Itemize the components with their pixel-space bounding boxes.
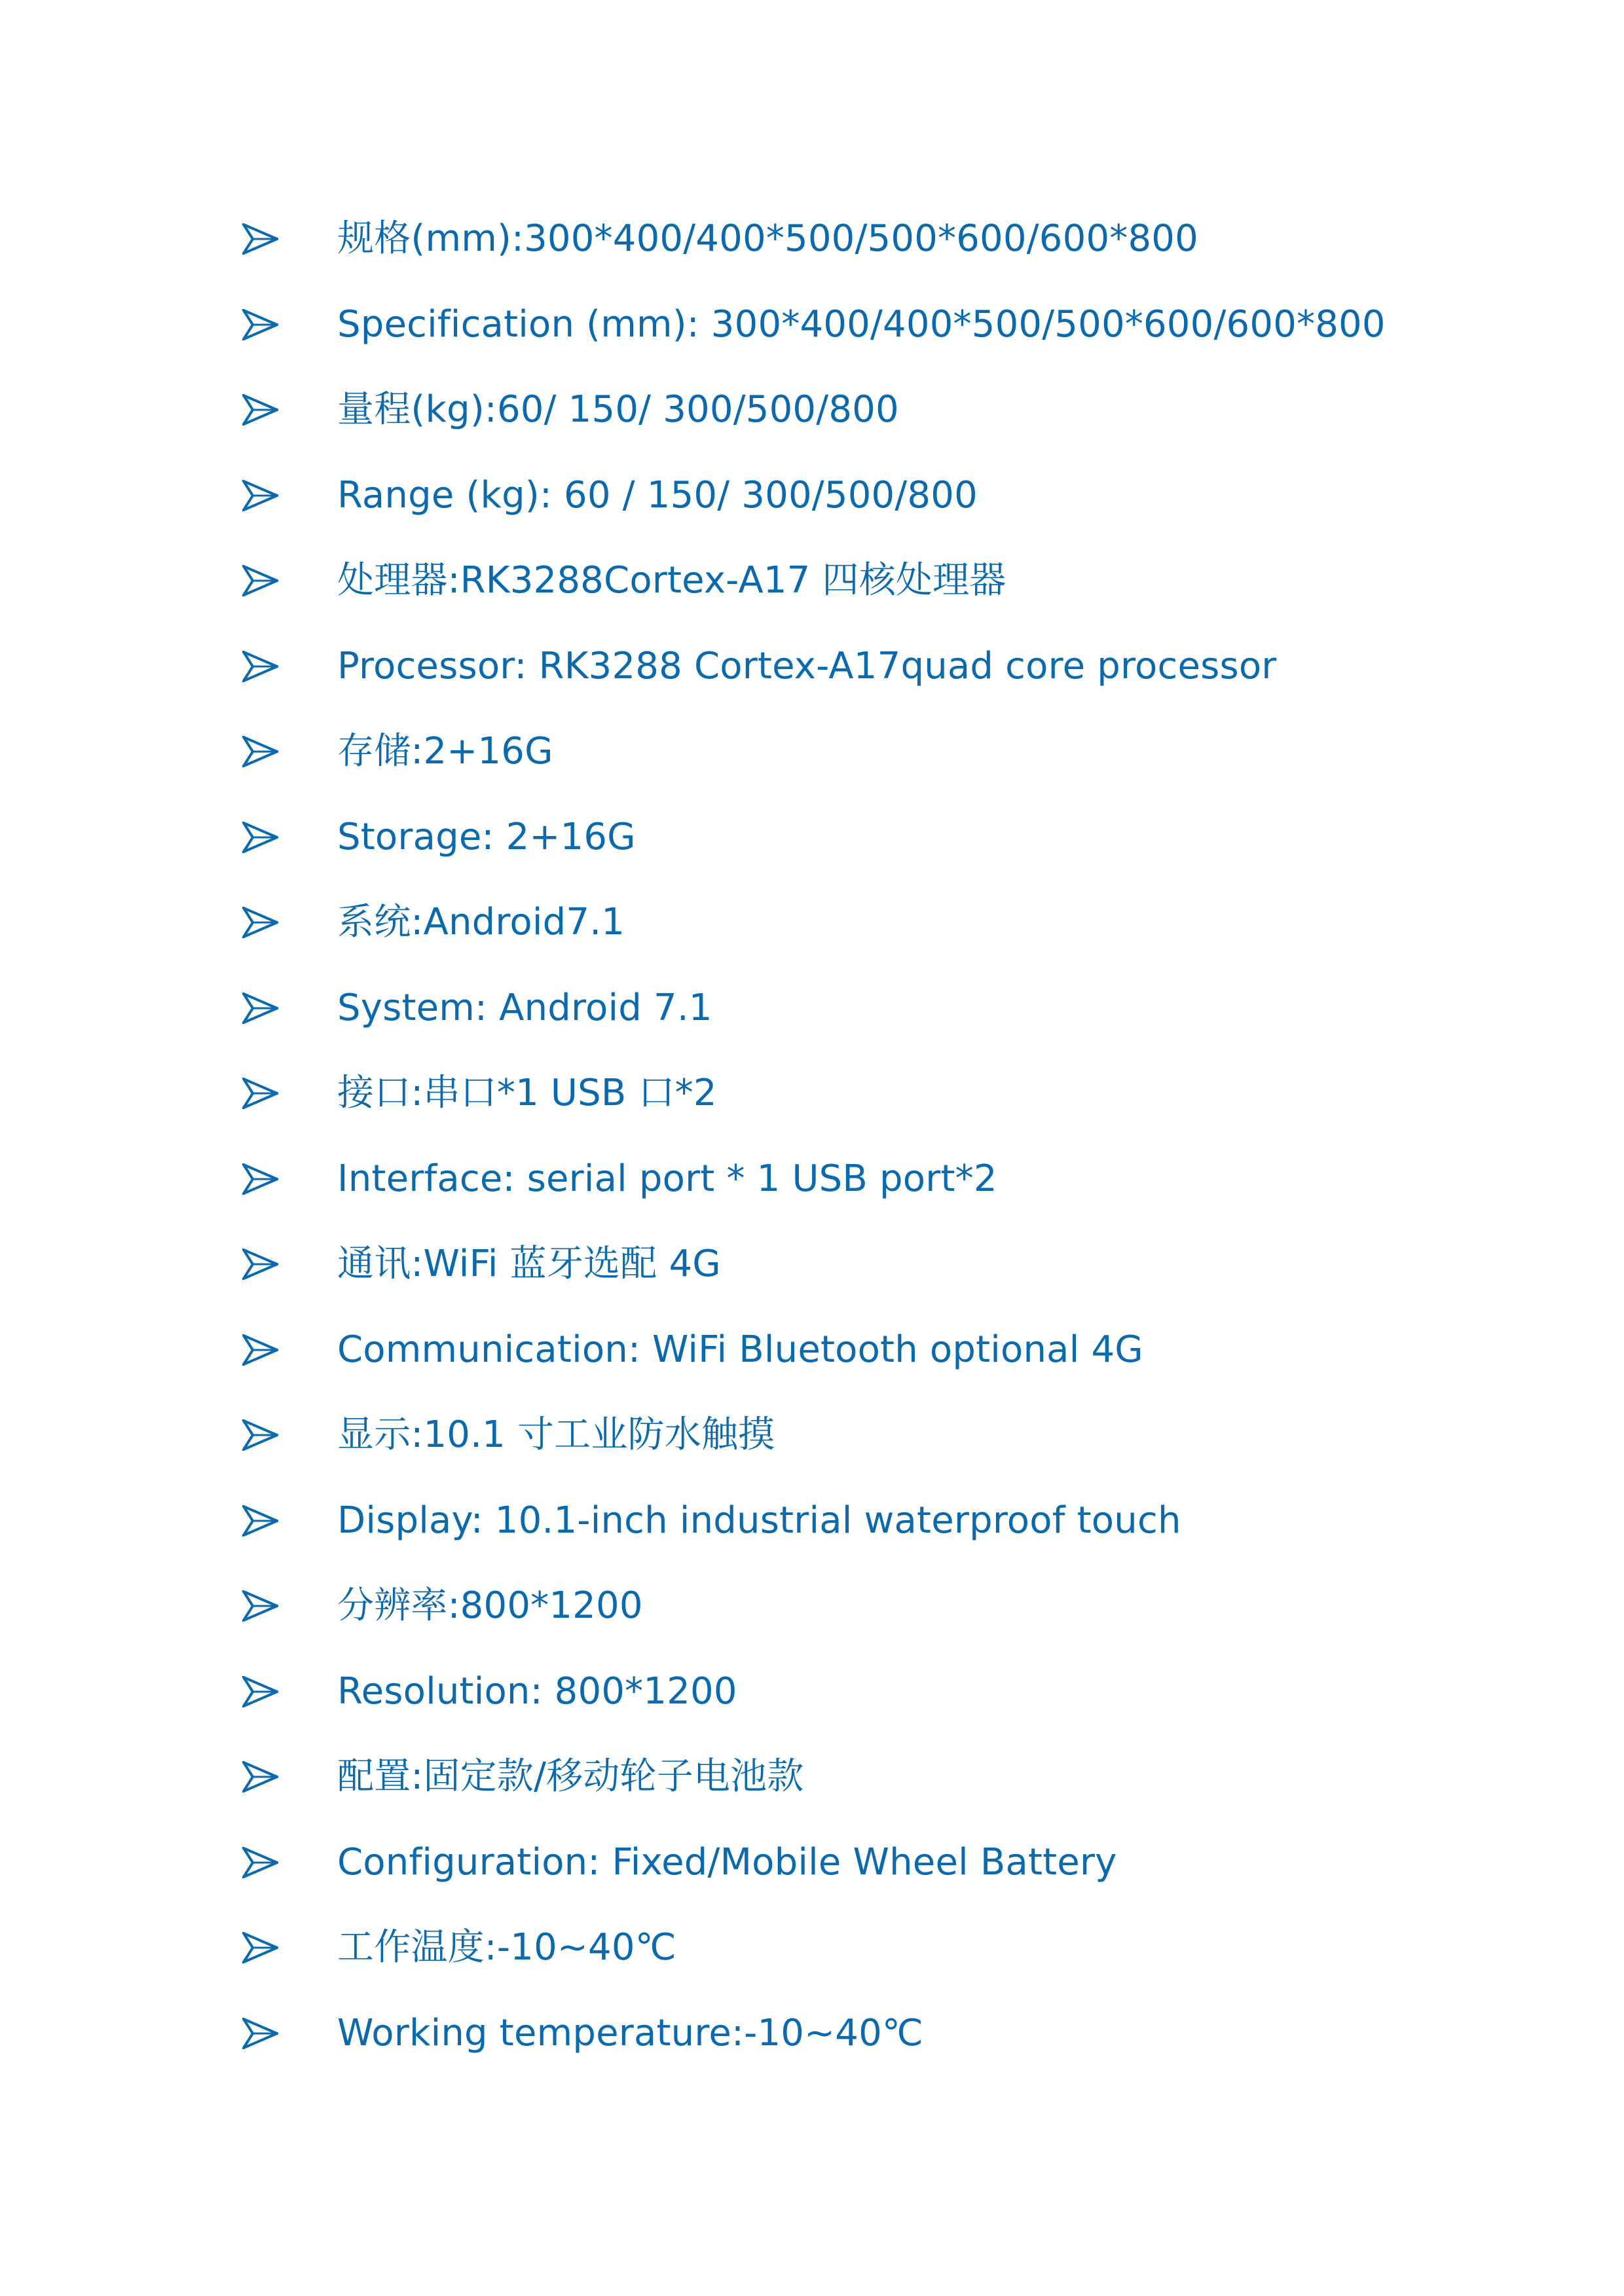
spec-list-item [242, 196, 1486, 282]
spec-item-text: Display: 10.1-inch industrial waterproof touch [337, 1499, 1181, 1542]
spec-list-item [242, 1307, 1486, 1393]
arrowhead-bullet-icon [242, 736, 278, 767]
arrowhead-bullet-icon [242, 1761, 278, 1793]
spec-list-item [242, 624, 1486, 710]
spec-item-text: 配置:固定款/移动轮子电池款 [337, 1755, 804, 1798]
arrowhead-bullet-icon [242, 1078, 278, 1109]
arrowhead-bullet-icon [242, 565, 278, 596]
spec-list-item [242, 1137, 1486, 1222]
spec-list-item [242, 282, 1486, 368]
arrowhead-bullet-icon [242, 907, 278, 938]
spec-item-text: 接口:串口*1 USB 口*2 [337, 1072, 717, 1115]
spec-list-item [242, 1222, 1486, 1307]
spec-list-item [242, 538, 1486, 624]
spec-item-text: Range (kg): 60 / 150/ 300/500/800 [337, 473, 978, 517]
spec-list-item [242, 709, 1486, 795]
arrowhead-bullet-icon [242, 993, 278, 1024]
arrowhead-bullet-icon [242, 480, 278, 511]
spec-item-text: 存储:2+16G [337, 730, 553, 773]
arrowhead-bullet-icon [242, 1163, 278, 1195]
arrowhead-bullet-icon [242, 1676, 278, 1707]
spec-item-text: 系统:Android7.1 [337, 901, 625, 944]
spec-item-text: 工作温度:-10~40℃ [337, 1926, 676, 1969]
spec-item-text: Working temperature:-10~40℃ [337, 2011, 924, 2054]
arrowhead-bullet-icon [242, 1932, 278, 1963]
spec-item-text: Communication: WiFi Bluetooth optional 4G [337, 1328, 1143, 1371]
spec-list-item [242, 367, 1486, 453]
spec-item-text: System: Android 7.1 [337, 986, 712, 1029]
arrowhead-bullet-icon [242, 1590, 278, 1622]
arrowhead-bullet-icon [242, 309, 278, 340]
spec-item-text: 通讯:WiFi 蓝牙选配 4G [337, 1243, 721, 1286]
spec-list-item [242, 1649, 1486, 1735]
spec-item-text: Configuration: Fixed/Mobile Wheel Battery [337, 1840, 1117, 1884]
spec-list-item [242, 795, 1486, 881]
spec-list-item [242, 1051, 1486, 1137]
spec-item-text: Specification (mm): 300*400/400*500/500*600/600*800 [337, 302, 1386, 346]
spec-list-item [242, 1734, 1486, 1820]
spec-item-text: 量程(kg):60/ 150/ 300/500/800 [337, 388, 899, 431]
spec-item-text: Processor: RK3288 Cortex-A17quad core processor [337, 644, 1277, 687]
spec-list-item [242, 1478, 1486, 1564]
spec-list-item [242, 453, 1486, 539]
arrowhead-bullet-icon [242, 1248, 278, 1280]
arrowhead-bullet-icon [242, 1505, 278, 1537]
arrowhead-bullet-icon [242, 651, 278, 682]
spec-item-text: 显示:10.1 寸工业防水触摸 [337, 1413, 775, 1457]
spec-item-text: Storage: 2+16G [337, 815, 636, 858]
spec-item-text: 处理器:RK3288Cortex-A17 四核处理器 [337, 559, 1006, 602]
arrowhead-bullet-icon [242, 223, 278, 255]
spec-item-text: Resolution: 800*1200 [337, 1669, 737, 1713]
spec-item-text: Interface: serial port * 1 USB port*2 [337, 1157, 997, 1200]
arrowhead-bullet-icon [242, 1847, 278, 1878]
arrowhead-bullet-icon [242, 394, 278, 426]
spec-list-item [242, 1820, 1486, 1906]
spec-list-item [242, 880, 1486, 966]
arrowhead-bullet-icon [242, 1419, 278, 1451]
spec-item-text: 分辨率:800*1200 [337, 1584, 643, 1628]
spec-list-item [242, 1991, 1486, 2077]
spec-list-item [242, 1563, 1486, 1649]
spec-item-text: 规格(mm):300*400/400*500/500*600/600*800 [337, 217, 1198, 261]
arrowhead-bullet-icon [242, 2018, 278, 2049]
arrowhead-bullet-icon [242, 822, 278, 853]
spec-list-item [242, 966, 1486, 1051]
spec-list-item [242, 1905, 1486, 1991]
specification-list [242, 196, 1486, 2076]
arrowhead-bullet-icon [242, 1334, 278, 1366]
spec-list-item [242, 1393, 1486, 1478]
